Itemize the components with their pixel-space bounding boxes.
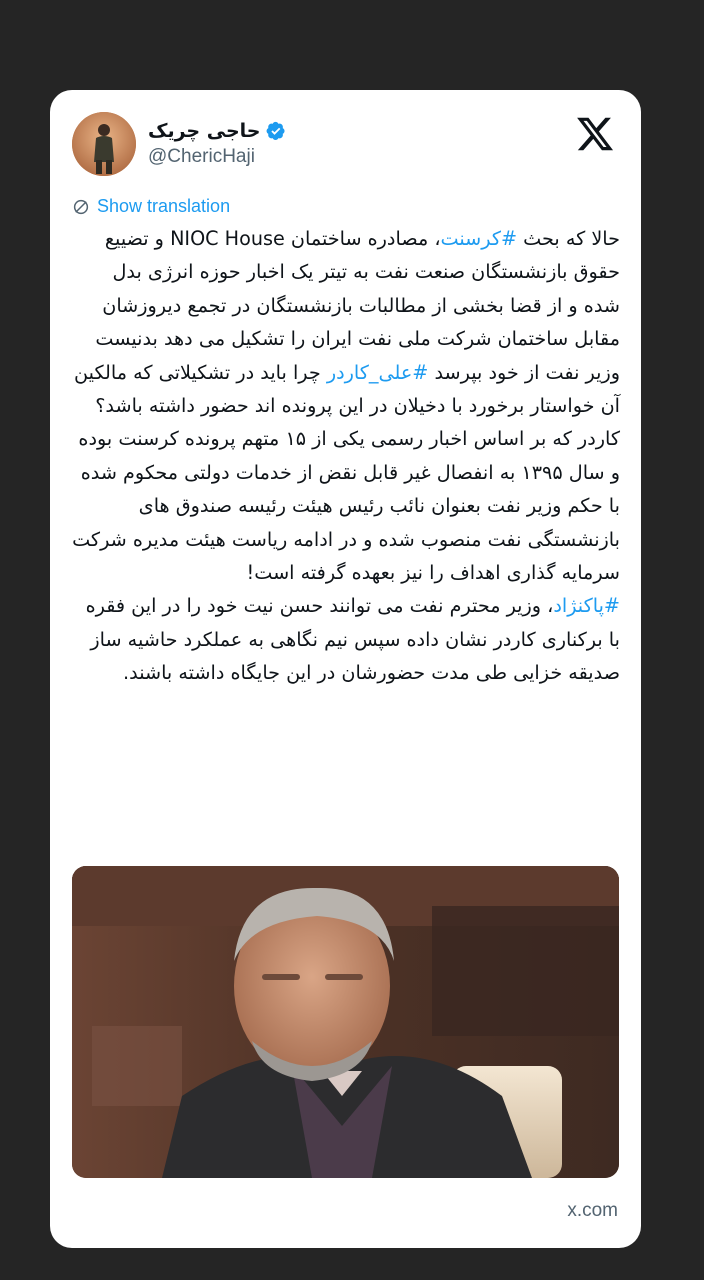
paragraph-1-part-1: حالا که بحث [517,227,620,250]
globe-translate-icon [72,198,90,216]
hashtag-ali-kardar[interactable]: #علی_کاردر [326,360,429,384]
author-name[interactable]: حاجی چریک [148,120,261,142]
hashtag-paknejad[interactable]: #پاکنژاد [553,594,620,618]
avatar-image [72,112,136,176]
portrait-image [72,866,619,1178]
paragraph-1-part-3: چرا باید در تشکیلاتی که مالکین آن خواستار برخورد با دخیلان در این پرونده اند حضور داشته باشد؟ [74,360,620,418]
show-translation-label: Show translation [97,196,231,216]
tweet-paragraph-2: کاردر که بر اساس اخبار رسمی یکی از ۱۵ متهم پرونده کرسنت بوده و سال ۱۳۹۵ به انفصال غیر قابل نقض از خدمات دولتی محکوم شده با حکم وزیر نفت بعنوان نائب رئیس هیئت رئیسه صندوق های بازنشستگی نفت منصوب شده و در ادامه ریاست هیئت مدیره شرکت سرمایه گذاری اهداف را نیز بعهده گرفته است! [72,427,620,585]
tweet-photo[interactable] [72,866,619,1178]
x-logo-icon[interactable] [575,114,615,154]
author-handle[interactable]: @ChericHaji [148,146,255,167]
tweet-text [72,222,620,690]
paragraph-1-part-2: ، مصادره ساختمان NIOC House و تضییع حقوق بازنشستگان صنعت نفت به تیتر یک اخبار حوزه انرژی بدل شده و از قضا بخشی از مطالبات بازنشستگان در تجمع دیروزشان مقابل ساختمان شرکت ملی نفت ایران را تشکیل می دهد بدنیست وزیر نفت از خود بپرسد [95,227,620,384]
author-avatar[interactable] [72,112,136,176]
show-translation-link[interactable] [72,196,230,217]
tweet-paragraph-1 [72,222,620,422]
tweet-header [50,90,641,190]
tweet-card [50,90,641,1248]
source-link[interactable]: x.com [567,1200,618,1221]
paragraph-3-text: ، وزیر محترم نفت می توانند حسن نیت خود را در این فقره با برکناری کاردر نشان داده سپس نیم نگاهی به عملکرد حاشیه ساز صدیقه خزایی طی مدت حضورشان در این جایگاه داشته باشند. [85,594,620,685]
author-name-row [148,118,388,144]
verified-badge-icon [266,121,286,141]
author-info [148,118,388,168]
tweet-paragraph-3 [72,589,620,689]
hashtag-crescent[interactable]: #کرسنت [440,227,518,250]
